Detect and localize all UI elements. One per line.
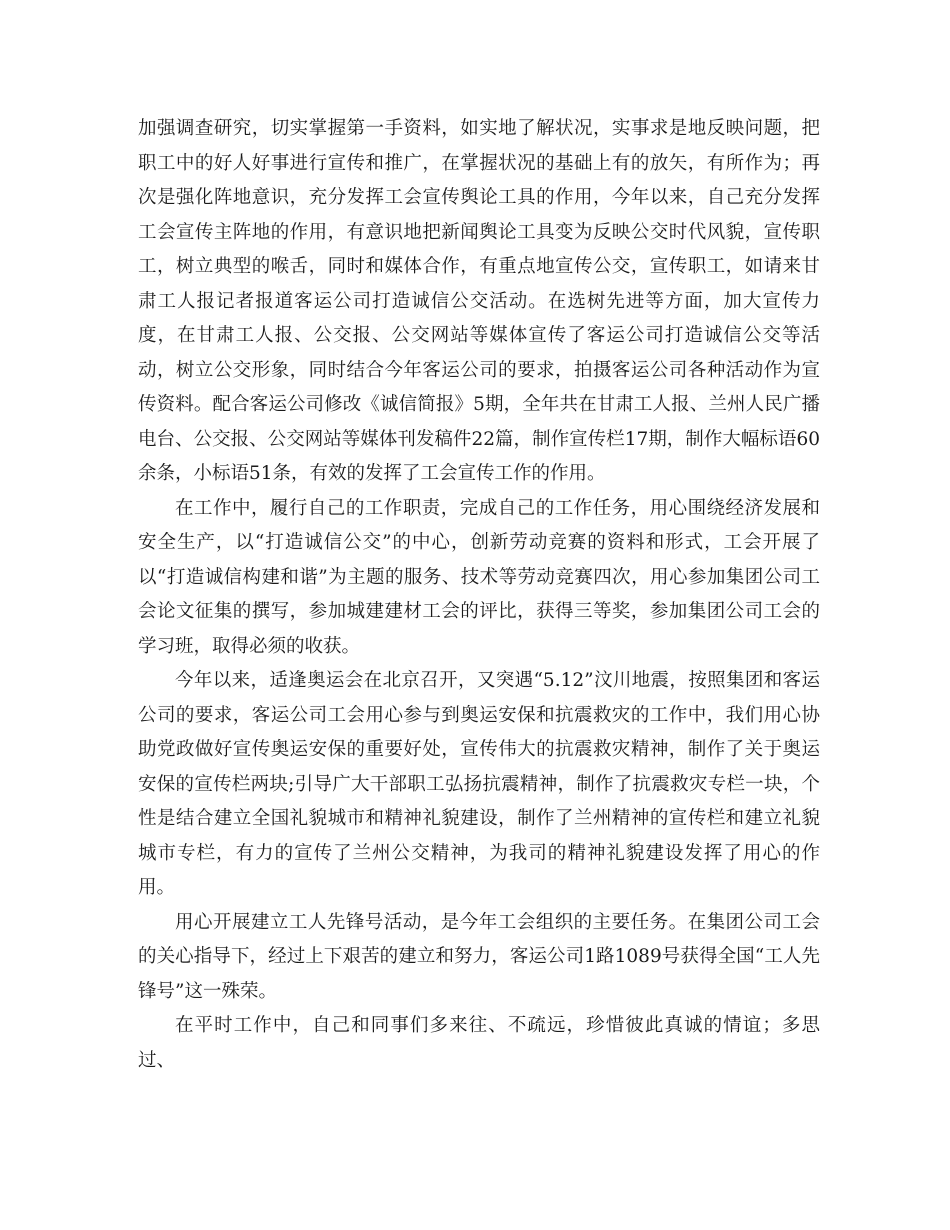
paragraph-olympics-earthquake: 今年以来，适逢奥运会在北京召开，又突遇“5.12”汶川地震，按照集团和客运公司的要求，客运公司工会用心参与到奥运安保和抗震救灾的工作中，我们用心协助党政做好宣传奥运安保的重要好处，宣传伟大的抗震救灾精神，制作了关于奥运安保的宣传栏两块;引导广大干部职工弘扬抗震精神，制作了抗震救灾专栏一块，个性是结合建立全国礼貌城市和精神礼貌建设，制作了兰州精神的宣传栏和建立礼貌城市专栏，有力的宣传了兰州公交精神，为我司的精神礼貌建设发挥了用心的作用。 xyxy=(138,670,820,898)
paragraph-work-duties: 在工作中，履行自己的工作职责，完成自己的工作任务，用心围绕经济发展和安全生产，以“打造诚信公交”的中心，创新劳动竞赛的资料和形式，工会开展了以“打造诚信构建和谐”为主题的服务、技术等劳动竞赛四次，用心参加集团公司工会论文征集的撰写，参加城建建材工会的评比，获得三等奖，参加集团公司工会的学习班，取得必须的收获。 xyxy=(138,497,820,657)
paragraph-continued: 加强调查研究，切实掌握第一手资料，如实地了解状况，实事求是地反映问题，把职工中的好人好事进行宣传和推广，在掌握状况的基础上有的放矢，有所作为；再次是强化阵地意识，充分发挥工会宣传舆论工具的作用，今年以来，自己充分发挥工会宣传主阵地的作用，有意识地把新闻舆论工具变为反映公交时代风貌，宣传职工，树立典型的喉舌，同时和媒体合作，有重点地宣传公交，宣传职工，如请来甘肃工人报记者报道客运公司打造诚信公交活动。在选树先进等方面，加大宣传力度，在甘肃工人报、公交报、公交网站等媒体宣传了客运公司打造诚信公交等活动，树立公交形象，同时结合今年客运公司的要求，拍摄客运公司各种活动作为宣传资料。配合客运公司修改《诚信简报》5期，全年共在甘肃工人报、兰州人民广播电台、公交报、公交网站等媒体刊发稿件22篇，制作宣传栏17期，制作大幅标语60余条，小标语51条，有效的发挥了工会宣传工作的作用。 xyxy=(138,118,820,484)
document-body xyxy=(138,112,820,1078)
paragraph-worker-pioneer: 用心开展建立工人先锋号活动，是今年工会组织的主要任务。在集团公司工会的关心指导下，经过上下艰苦的建立和努力，客运公司1路1089号获得全国“工人先锋号”这一殊荣。 xyxy=(138,911,820,1002)
paragraph-colleagues: 在平时工作中，自己和同事们多来往、不疏远，珍惜彼此真诚的情谊；多思过、 xyxy=(138,1015,820,1071)
